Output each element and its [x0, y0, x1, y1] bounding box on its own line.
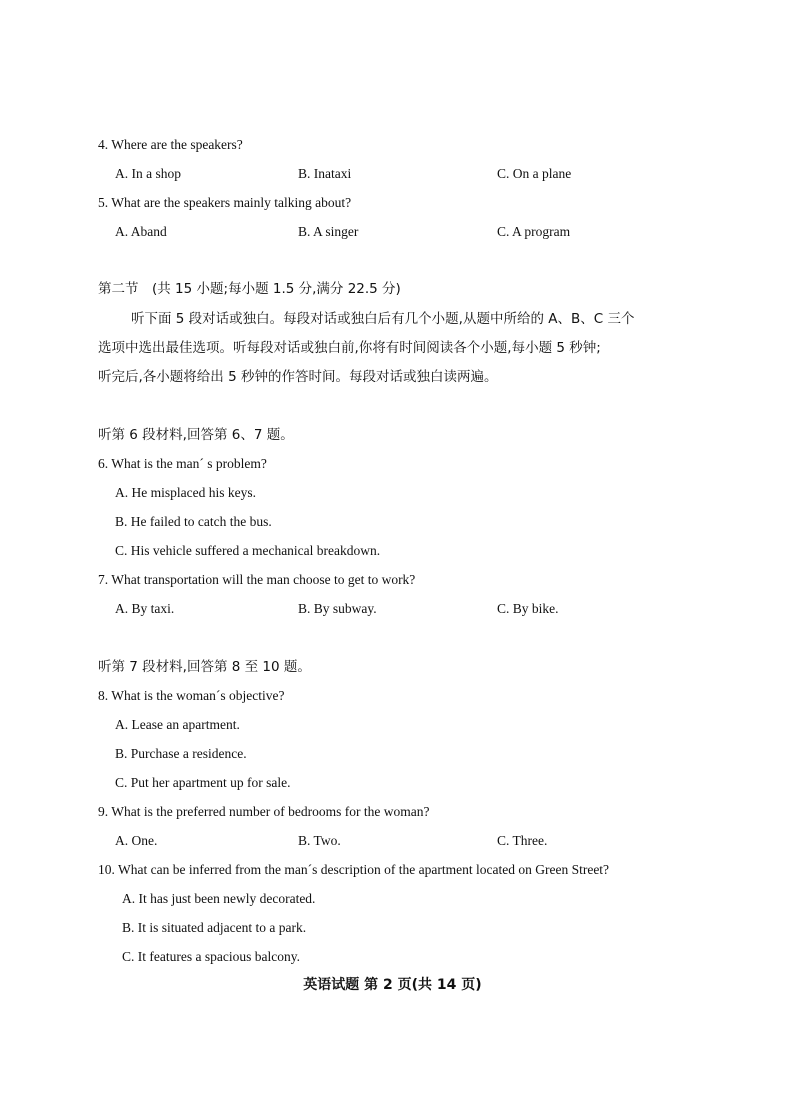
page-footer: 英语试题 第 2 页(共 14 页)	[303, 977, 482, 993]
section-2-instructions-line-1: 听下面 5 段对话或独白。每段对话或独白后有几个小题,从题中所给的 A、B、C 三个	[131, 311, 635, 327]
q5-option-b: B. A singer	[298, 224, 359, 239]
q10-option-a: A. It has just been newly decorated.	[122, 891, 316, 906]
q7-option-b: B. By subway.	[298, 601, 377, 616]
q4-option-c: C. On a plane	[497, 166, 572, 181]
q6-option-c: C. His vehicle suffered a mechanical breakdown.	[115, 543, 381, 558]
q7-option-c: C. By bike.	[497, 601, 559, 616]
q5-option-a: A. Aband	[115, 224, 167, 239]
q10-option-c: C. It features a spacious balcony.	[122, 949, 300, 964]
q9-option-b: B. Two.	[298, 833, 341, 848]
q6-option-a: A. He misplaced his keys.	[115, 485, 256, 500]
question-5: 5. What are the speakers mainly talking about?	[98, 195, 352, 210]
question-8: 8. What is the woman´s objective?	[98, 688, 285, 703]
q7-option-a: A. By taxi.	[115, 601, 175, 616]
q8-option-b: B. Purchase a residence.	[115, 746, 247, 761]
question-9: 9. What is the preferred number of bedrooms for the woman?	[98, 804, 430, 819]
section-2-heading: 第二节 (共 15 小题;每小题 1.5 分,满分 22.5 分)	[98, 281, 401, 297]
section-2-instructions-line-2: 选项中选出最佳选项。听每段对话或独白前,你将有时间阅读各个小题,每小题 5 秒钟;	[98, 340, 601, 356]
q6-option-b: B. He failed to catch the bus.	[115, 514, 272, 529]
q4-option-a: A. In a shop	[115, 166, 181, 181]
q9-option-a: A. One.	[115, 833, 158, 848]
q8-option-a: A. Lease an apartment.	[115, 717, 240, 732]
passage-6-intro: 听第 6 段材料,回答第 6、7 题。	[98, 427, 294, 443]
section-2-instructions-line-3: 听完后,各小题将给出 5 秒钟的作答时间。每段对话或独白读两遍。	[98, 369, 498, 385]
q10-option-b: B. It is situated adjacent to a park.	[122, 920, 307, 935]
question-4: 4. Where are the speakers?	[98, 137, 243, 152]
question-10: 10. What can be inferred from the man´s description of the apartment located on Green Street?	[98, 862, 610, 877]
q9-option-c: C. Three.	[497, 833, 548, 848]
question-6: 6. What is the man´ s problem?	[98, 456, 267, 471]
q8-option-c: C. Put her apartment up for sale.	[115, 775, 291, 790]
passage-7-intro: 听第 7 段材料,回答第 8 至 10 题。	[98, 659, 311, 675]
question-7: 7. What transportation will the man choose to get to work?	[98, 572, 416, 587]
q4-option-b: B. Inataxi	[298, 166, 352, 181]
q5-option-c: C. A program	[497, 224, 571, 239]
